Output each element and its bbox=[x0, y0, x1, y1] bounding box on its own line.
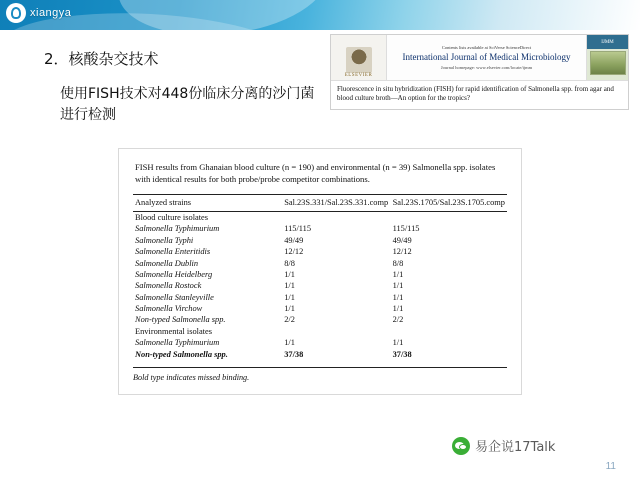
table-body bbox=[133, 211, 507, 359]
figure-note: Bold type indicates missed binding. bbox=[133, 367, 507, 382]
cell-strain: Salmonella Heidelberg bbox=[135, 269, 213, 279]
cell-probe-1: 1/1 bbox=[284, 269, 295, 279]
column-header-strains: Analyzed strains bbox=[135, 197, 192, 207]
cell-probe-1: 49/49 bbox=[284, 235, 304, 245]
cell-strain: Non-typed Salmonella spp. bbox=[135, 315, 226, 325]
table-row bbox=[133, 257, 507, 268]
table-row bbox=[133, 348, 507, 359]
table-group-label: Blood culture isolates bbox=[135, 213, 209, 223]
elsevier-tree-icon bbox=[346, 47, 372, 73]
cell-probe-2: 37/38 bbox=[392, 349, 412, 359]
table-row bbox=[133, 235, 507, 246]
cell-strain: Salmonella Typhi bbox=[135, 235, 194, 245]
wechat-label: 易企说17Talk bbox=[475, 440, 556, 455]
cell-probe-1: 1/1 bbox=[284, 304, 295, 314]
cell-strain: Non-typed Salmonella spp. bbox=[135, 349, 228, 359]
slide-header-band bbox=[0, 0, 640, 30]
table-row bbox=[133, 280, 507, 291]
journal-masthead-top bbox=[331, 35, 628, 80]
cell-strain: Salmonella Typhimurium bbox=[135, 224, 220, 234]
wechat-icon bbox=[452, 437, 470, 455]
publisher-logo bbox=[331, 35, 387, 80]
cell-strain: Salmonella Typhimurium bbox=[135, 338, 220, 348]
cell-probe-1: 2/2 bbox=[284, 315, 295, 325]
cell-probe-2: 1/1 bbox=[392, 269, 404, 279]
cell-probe-2: 1/1 bbox=[392, 338, 404, 348]
journal-cover-thumb bbox=[586, 35, 628, 80]
column-header-probe-1: Sal.23S.331/Sal.23S.331.comp bbox=[284, 197, 389, 207]
cell-strain: Salmonella Virchow bbox=[135, 304, 203, 314]
slide-subtext: 使用FISH技术对448份临床分离的沙门菌进行检测 bbox=[60, 86, 315, 123]
cell-probe-2: 12/12 bbox=[392, 247, 412, 257]
journal-contents-line: Contents lists available at SciVerse ScienceDirect bbox=[441, 45, 532, 50]
journal-title: International Journal of Medical Microbiology bbox=[402, 52, 571, 62]
cell-probe-2: 1/1 bbox=[392, 304, 404, 314]
table-head bbox=[133, 194, 507, 211]
table-row bbox=[133, 292, 507, 303]
cell-probe-2: 2/2 bbox=[392, 315, 404, 325]
cell-probe-1: 1/1 bbox=[284, 281, 295, 291]
table-row bbox=[133, 314, 507, 325]
brand-logo-text: xiangya bbox=[30, 7, 72, 19]
page-number: 11 bbox=[605, 461, 616, 472]
cell-probe-1: 1/1 bbox=[284, 338, 295, 348]
cell-probe-2: 49/49 bbox=[392, 235, 412, 245]
cell-probe-1: 1/1 bbox=[284, 292, 295, 302]
table-row bbox=[133, 303, 507, 314]
leaf-circle-icon bbox=[6, 3, 26, 23]
cell-probe-1: 12/12 bbox=[284, 247, 304, 257]
journal-cover-label: IJMM bbox=[587, 35, 628, 49]
journal-homepage: Journal homepage: www.elsevier.com/locate/ijmm bbox=[440, 65, 533, 70]
article-title: Fluorescence in situ hybridization (FISH) for rapid identification of Salmonella spp. from agar and blood culture broth—An option for the tropics? bbox=[331, 80, 628, 109]
journal-title-block bbox=[387, 35, 586, 80]
table-row bbox=[133, 246, 507, 257]
table-group-label: Environmental isolates bbox=[135, 326, 212, 336]
cell-probe-1: 37/38 bbox=[284, 349, 304, 359]
table-group-row bbox=[133, 326, 507, 337]
table-group-row bbox=[133, 211, 507, 223]
brand-logo bbox=[6, 3, 71, 23]
wechat-watermark bbox=[452, 436, 555, 455]
cell-probe-2: 8/8 bbox=[392, 258, 404, 268]
cell-strain: Salmonella Dublin bbox=[135, 258, 199, 268]
fish-results-table bbox=[133, 194, 507, 360]
journal-cover-image bbox=[590, 51, 626, 75]
journal-masthead bbox=[330, 34, 629, 110]
table-row bbox=[133, 223, 507, 234]
cell-probe-2: 1/1 bbox=[392, 281, 404, 291]
cell-probe-1: 8/8 bbox=[284, 258, 295, 268]
table-header-row bbox=[133, 194, 507, 211]
cell-strain: Salmonella Stanleyville bbox=[135, 292, 214, 302]
table-row bbox=[133, 269, 507, 280]
table-row bbox=[133, 337, 507, 348]
cell-strain: Salmonella Enteritidis bbox=[135, 247, 211, 257]
page-title: 2．核酸杂交技术 bbox=[44, 50, 159, 68]
figure-caption: FISH results from Ghanaian blood culture (n = 190) and environmental (n = 39) Salmonella spp. isolates with identical results for both probe/probe competitor combinations. bbox=[135, 162, 496, 185]
cell-strain: Salmonella Rostock bbox=[135, 281, 202, 291]
cell-probe-2: 115/115 bbox=[392, 224, 420, 234]
fish-results-figure bbox=[118, 148, 522, 395]
cell-probe-1: 115/115 bbox=[284, 224, 312, 234]
column-header-probe-2: Sal.23S.1705/Sal.23S.1705.comp bbox=[392, 197, 505, 207]
publisher-name: ELSEVIER bbox=[344, 73, 373, 78]
cell-probe-2: 1/1 bbox=[392, 292, 404, 302]
